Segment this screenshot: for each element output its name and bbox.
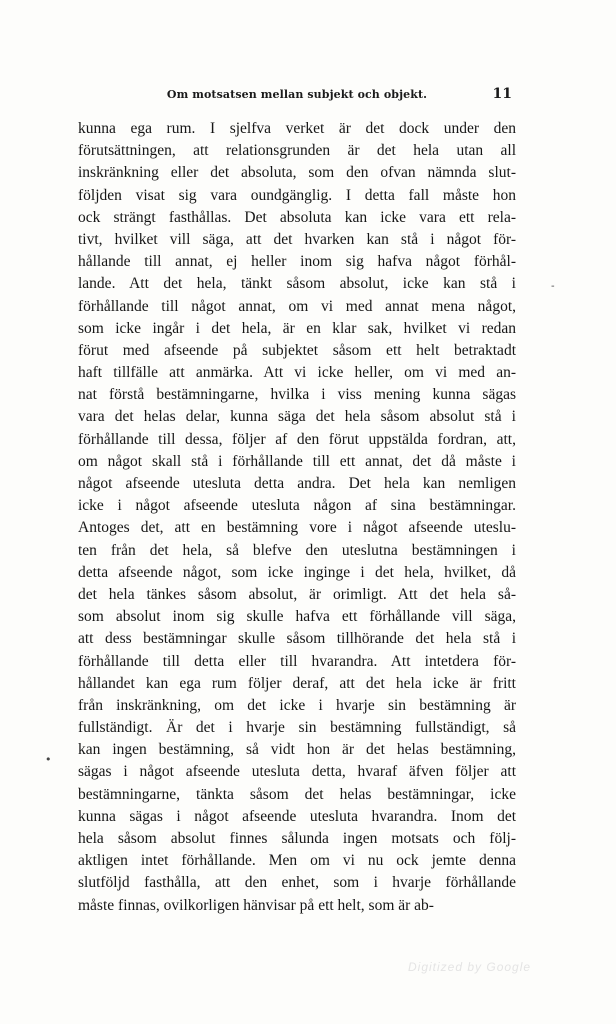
text-line: som icke ingår i det hela, är en klar sak, hvilket vi redan <box>78 319 516 337</box>
text-line: om något skall stå i förhållande till ett annat, det då måste i <box>78 452 516 470</box>
text-line: bestämningarne, tänkta såsom det helas bestämningar, icke <box>78 785 516 803</box>
text-line: ten från det hela, så blefve den uteslutna bestämningen i <box>78 541 516 559</box>
text-line: lande. Att det hela, tänkt såsom absolut, icke kan stå i <box>78 275 516 293</box>
text-line: hållandet kan ega rum följer deraf, att det hela icke är fritt <box>78 674 516 692</box>
watermark: Digitized by Google <box>408 960 532 974</box>
text-line: inskränkning eller det absoluta, som den ofvan nämnda slut- <box>78 164 516 182</box>
text-line: slutföljd fasthålla, att den enhet, som i hvarje förhållande <box>78 874 516 892</box>
body-text <box>78 118 516 917</box>
text-line: från inskränkning, om det icke i hvarje sin bestämning är <box>78 696 516 714</box>
text-line: förut med afseende på subjektet såsom ett helt betraktadt <box>78 341 516 359</box>
text-line: tivt, hvilket vill säga, att det hvarken kan stå i något för- <box>78 230 516 248</box>
text-line: haft tillfälle att anmärka. Att vi icke heller, om vi med an- <box>78 364 516 382</box>
text-line: hållande till annat, ej heller inom sig hafva något förhål- <box>78 253 516 271</box>
text-line: något afseende utesluta detta andra. Det hela kan nemligen <box>78 475 516 492</box>
margin-dash-mark: - <box>551 281 555 292</box>
text-line: ock strängt fasthållas. Det absoluta kan icke vara ett rela- <box>78 208 516 226</box>
text-line: detta afseende något, som icke inginge i det hela, hvilket, då <box>78 563 516 581</box>
text-line: att dess bestämningar skulle såsom tillhörande det hela stå i <box>78 630 516 648</box>
text-line: fullständigt. Är det i hvarje sin bestämning fullständigt, så <box>78 719 516 737</box>
text-line: nat förstå bestämningarne, hvilka i viss mening kunna sägas <box>78 386 516 404</box>
text-line: det hela tänkes såsom absolut, är orimligt. Att det hela så- <box>78 585 516 603</box>
text-line: måste finnas, ovilkorligen hänvisar på ett helt, som är ab- <box>78 896 434 914</box>
text-line: vara det helas delar, kunna säga det hela såsom absolut stå i <box>78 408 516 426</box>
text-line: kunna sägas i något afseende utesluta hvarandra. Inom det <box>78 807 516 825</box>
text-line: hela såsom absolut finnes sålunda ingen motsats och följ- <box>78 830 516 847</box>
page-header <box>80 86 514 106</box>
running-title: Om motsatsen mellan subjekt och objekt. <box>166 88 428 101</box>
text-line: förhållande till dessa, följer af den förut uppstälda fordran, att, <box>78 430 516 448</box>
text-line: kan ingen bestämning, så vidt hon är det helas bestämning, <box>78 741 516 759</box>
text-line: förhållande till detta eller till hvarandra. Att intetdera för- <box>78 652 516 670</box>
text-line: förutsättningen, att relationsgrunden är det hela utan all <box>78 142 516 160</box>
margin-dot-mark: • <box>45 753 52 766</box>
text-line: aktligen intet förhållande. Men om vi nu ock jemte denna <box>78 852 516 870</box>
text-line: Antoges det, att en bestämning vore i något afseende uteslu- <box>78 519 516 537</box>
text-line: sägas i något afseende utesluta detta, hvaraf äfven följer att <box>78 763 516 781</box>
text-line: följden visat sig vara oundgänglig. I detta fall måste hon <box>78 186 516 204</box>
text-line: icke i något afseende utesluta någon af sina bestämningar. <box>78 497 516 515</box>
text-line: kunna ega rum. I sjelfva verket är det dock under den <box>78 120 516 137</box>
text-line: som absolut inom sig skulle hafva ett förhållande vill säga, <box>78 608 516 626</box>
page-number: 11 <box>492 86 512 102</box>
text-line: förhållande till något annat, om vi med annat mena något, <box>78 297 516 315</box>
